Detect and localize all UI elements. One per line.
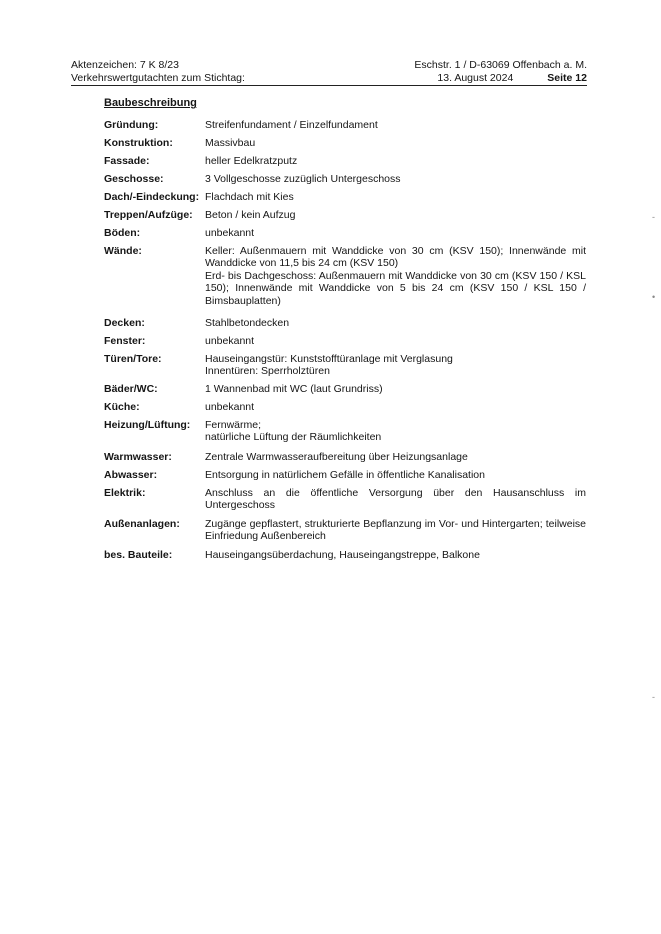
description-row	[104, 487, 586, 512]
row-value	[205, 383, 586, 395]
row-value	[205, 419, 586, 444]
row-value-line: Innentüren: Sperrholztüren	[205, 365, 330, 378]
property-address: Eschstr. 1 / D-63069 Offenbach a. M.	[414, 59, 587, 71]
description-row	[104, 119, 586, 131]
row-value	[205, 137, 586, 149]
description-row	[104, 155, 586, 167]
row-value-line: Zentrale Warmwasseraufbereitung über Heizungsanlage	[205, 451, 468, 463]
row-label: Fenster:	[104, 335, 146, 347]
description-row	[104, 209, 586, 221]
row-label: Küche:	[104, 401, 140, 413]
row-label: Konstruktion:	[104, 137, 173, 149]
section-title: Baubeschreibung	[104, 97, 197, 109]
page-header	[71, 59, 587, 86]
row-value-line: Flachdach mit Kies	[205, 191, 294, 203]
row-value-line: Erd- bis Dachgeschoss: Außenmauern mit Wanddicke von 30 cm (KSV 150 / KSL 150); Innenwände mit Wanddicke von 5 bis 24 cm (KSV 150 / KSL 150 / Bimsbauplatten)	[205, 269, 586, 307]
row-value-line: Zugänge gepflastert, strukturierte Bepflanzung im Vor- und Hintergarten; teilweise Einfriedung Außenbereich	[205, 518, 586, 543]
row-label: Warmwasser:	[104, 451, 172, 463]
row-value	[205, 353, 586, 378]
row-label: Treppen/Aufzüge:	[104, 209, 193, 221]
description-row	[104, 451, 586, 463]
row-label: Böden:	[104, 227, 141, 239]
row-value-line: Entsorgung in natürlichem Gefälle in öffentliche Kanalisation	[205, 469, 485, 481]
row-value-line: 3 Vollgeschosse zuzüglich Untergeschoss	[205, 173, 401, 185]
row-value-line: Anschluss an die öffentliche Versorgung über den Hausanschluss im Untergeschoss	[205, 487, 586, 512]
row-value	[205, 245, 586, 307]
row-value	[205, 518, 586, 543]
row-value-line: unbekannt	[205, 227, 255, 239]
row-value-line: natürliche Lüftung der Räumlichkeiten	[205, 431, 382, 444]
row-value-line: Keller: Außenmauern mit Wanddicke von 30 cm (KSV 150); Innenwände mit Wanddicke von 11,5 bis 24 cm (KSV 150)	[205, 245, 586, 270]
row-value	[205, 191, 586, 203]
row-label: Türen/Tore:	[104, 353, 162, 365]
row-value	[205, 487, 586, 512]
row-value-line: Hauseingangsüberdachung, Hauseingangstreppe, Balkone	[205, 549, 480, 561]
row-value	[205, 401, 586, 413]
row-value	[205, 469, 586, 481]
row-label: Wände:	[104, 245, 142, 257]
row-value	[205, 209, 586, 221]
row-label: bes. Bauteile:	[104, 549, 173, 561]
row-value-line: Massivbau	[205, 137, 256, 149]
scan-mark: -	[652, 212, 655, 222]
scan-mark: -	[652, 692, 655, 702]
description-row	[104, 227, 586, 239]
header-date-page	[437, 72, 587, 85]
row-value	[205, 317, 586, 329]
header-row-1	[71, 59, 587, 72]
description-row	[104, 518, 586, 543]
row-label: Bäder/WC:	[104, 383, 158, 395]
scan-mark: •	[652, 292, 656, 302]
row-value	[205, 335, 586, 347]
description-row	[104, 353, 586, 378]
row-value-line: Beton / kein Aufzug	[205, 209, 296, 221]
description-row	[104, 245, 586, 307]
report-subject: Verkehrswertgutachten zum Stichtag:	[71, 72, 245, 84]
row-value-line: 1 Wannenbad mit WC (laut Grundriss)	[205, 383, 383, 395]
description-row	[104, 137, 586, 149]
reference-number: Aktenzeichen: 7 K 8/23	[71, 59, 179, 71]
row-label: Fassade:	[104, 155, 150, 167]
row-label: Außenanlagen:	[104, 518, 180, 530]
row-value-line: Hauseingangstür: Kunststofftüranlage mit Verglasung	[205, 353, 453, 365]
row-value-line: Streifenfundament / Einzelfundament	[205, 119, 378, 131]
row-label: Dach/-Eindeckung:	[104, 191, 200, 203]
description-row	[104, 469, 586, 481]
row-value	[205, 451, 586, 463]
description-row	[104, 401, 586, 413]
row-value	[205, 119, 586, 131]
row-label: Elektrik:	[104, 487, 146, 499]
valuation-date: 13. August 2024	[437, 72, 514, 84]
description-row	[104, 383, 586, 395]
row-value	[205, 227, 586, 239]
description-row	[104, 191, 586, 203]
row-value-line: unbekannt	[205, 335, 255, 347]
row-label: Gründung:	[104, 119, 159, 131]
description-row	[104, 549, 586, 561]
row-value-line: unbekannt	[205, 401, 255, 413]
header-row-2	[71, 72, 587, 86]
row-value-line: heller Edelkratzputz	[205, 155, 298, 167]
description-row	[104, 173, 586, 185]
description-row	[104, 335, 586, 347]
row-value	[205, 549, 586, 561]
row-label: Geschosse:	[104, 173, 164, 185]
row-label: Decken:	[104, 317, 145, 329]
row-value-line: Fernwärme;	[205, 419, 262, 431]
row-value	[205, 173, 586, 185]
page-number: Seite 12	[547, 72, 587, 84]
row-value	[205, 155, 586, 167]
row-label: Heizung/Lüftung:	[104, 419, 191, 431]
row-value-line: Stahlbetondecken	[205, 317, 290, 329]
description-row	[104, 419, 586, 444]
row-label: Abwasser:	[104, 469, 158, 481]
description-row	[104, 317, 586, 329]
